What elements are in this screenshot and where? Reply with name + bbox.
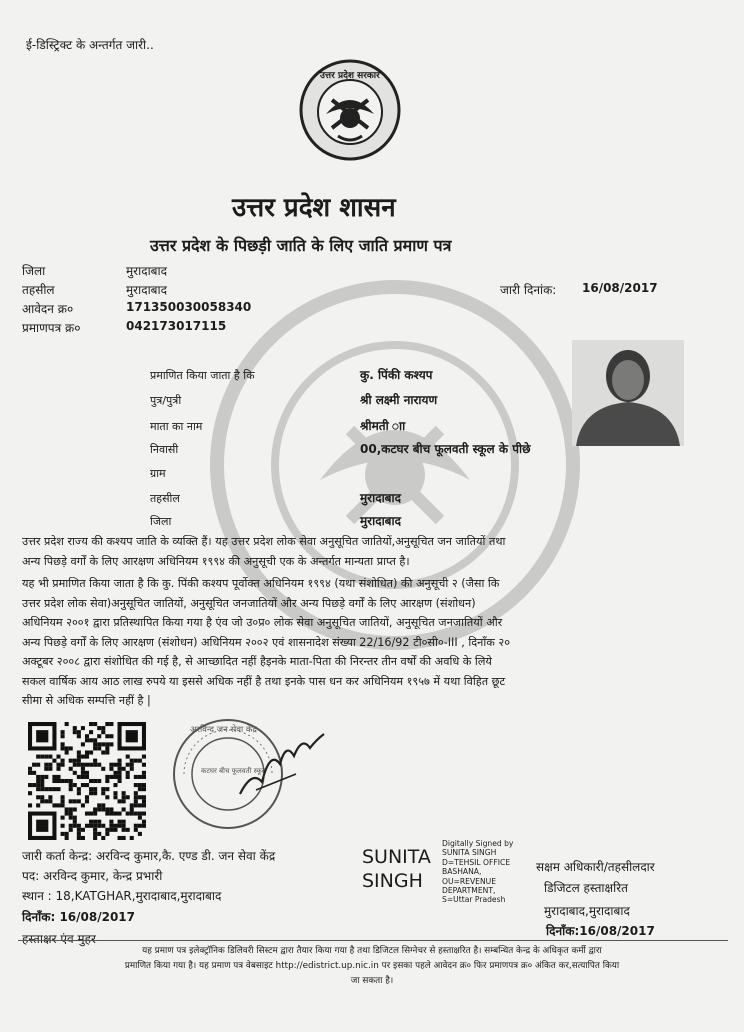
tehsil-value: मुरादाबाद xyxy=(126,283,168,297)
signer-name-line2: SINGH xyxy=(362,870,423,892)
verification-note-line: प्रमाणित किया गया है। यह प्रमाण पत्र वेबसाइट http://edistrict.up.nic.in पर इसका पहले आवेदन क्र० फिर प्रमाणपत्र क्र० अंकित कर,सत्यापित किया xyxy=(124,961,620,971)
application-label: आवेदन क्र० xyxy=(22,302,74,316)
exclusion-paragraph-line: अधिनियम २००१ द्वारा प्रतिस्थापित किया गया है एंव जो उ०प्र० लोक सेवा अनुसूचित जातियों, अनुसूचित जनजातियों और xyxy=(22,616,503,629)
mother-label: माता का नाम xyxy=(150,420,203,433)
issuer-place: स्थान : 18,KATGHAR,मुरादाबाद,मुरादाबाद xyxy=(22,889,222,903)
verification-note-line: जा सकता है। xyxy=(350,976,394,986)
caste-paragraph-line: अन्य पिछड़े वर्गों के लिए आरक्षण अधिनियम १९९४ की अनुसूची एक के अन्तर्गत मान्यता प्राप्त है। xyxy=(22,554,410,568)
issuer-center: जारी कर्ता केन्द्र: अरविन्द कुमार,कै. एण्ड डी. जन सेवा केंद्र xyxy=(22,849,276,863)
applicant-photo xyxy=(572,340,684,446)
issuer-designation: पद: अरविन्द कुमार, केन्द्र प्रभारी xyxy=(22,869,163,883)
certified-label: प्रमाणित किया जाता है कि xyxy=(150,369,255,382)
seal-ring-text: अरविन्द जन सेवा केंद्र xyxy=(190,725,257,735)
relation-label: पुत्र/पुत्री xyxy=(150,394,182,407)
district-label: जिला xyxy=(22,264,46,278)
tehsil-label: तहसील xyxy=(22,283,55,297)
details-tehsil-label: तहसील xyxy=(150,492,180,505)
certificate-label: प्रमाणपत्र क्र० xyxy=(22,321,81,335)
district-value: मुरादाबाद xyxy=(126,264,168,278)
digital-sign-line: OU=REVENUE xyxy=(442,876,497,886)
digital-sign-line: DEPARTMENT, xyxy=(442,886,496,896)
application-number: 171350030058340 xyxy=(126,300,252,314)
caste-paragraph xyxy=(22,532,722,571)
village-label: ग्राम xyxy=(150,467,166,480)
signer-name-line1: SUNITA xyxy=(362,846,431,868)
digital-sign-line: Digitally Signed by xyxy=(442,839,514,848)
issuer-date: दिनाँक: 16/08/2017 xyxy=(22,910,136,924)
details-district-label: जिला xyxy=(150,515,172,528)
certificate-number: 042173017115 xyxy=(126,319,227,333)
top-note: ई-डिस्ट्रिक्ट के अन्तर्गत जारी.. xyxy=(26,38,154,52)
digital-sign-line: D=TEHSIL OFFICE xyxy=(442,857,511,867)
qr-code xyxy=(28,722,146,840)
exclusion-paragraph-line: सकल वार्षिक आय आठ लाख रुपये या इससे अधिक नहीं है तथा इनके पास धन कर अधिनियम १९५७ में यथा विहित छूट xyxy=(22,674,506,688)
mother-name: श्रीमती ाा xyxy=(360,419,406,433)
emblem-text: उत्तर प्रदेश सरकार xyxy=(320,71,380,81)
exclusion-paragraph-line: उत्तर प्रदेश लोक सेवा)अनुसूचित जातियों, अनुसूचित जनजातियों और अन्य पिछड़े वर्गों के लिए आरक्षण (संशोधन) xyxy=(22,596,476,610)
resident-value: 00,कटघर बीच फूलवती स्कूल के पीछे xyxy=(360,442,531,456)
exclusion-paragraph-line: अन्य पिछड़े वर्गों के लिए आरक्षण (संशोधन) अधिनियम २००२ एवं शासनादेश संख्या 22/16/92 टी०सी०-III , दिनाँक २० xyxy=(22,635,511,649)
authority-title: सक्षम अधिकारी/तहसीलदार xyxy=(536,860,655,874)
seal-center-text: कटघर बीच फूलवती स्कूल xyxy=(201,767,267,775)
father-name: श्री लक्ष्मी नारायण xyxy=(360,393,438,407)
resident-label: निवासी xyxy=(150,443,179,456)
authority-place: मुरादाबाद,मुरादाबाद xyxy=(544,904,630,918)
issue-date: 16/08/2017 xyxy=(582,281,658,295)
footer-divider xyxy=(18,940,728,941)
applicant-name: कु. पिंकी कश्यप xyxy=(360,368,433,382)
issue-date-label: जारी दिनांक: xyxy=(500,283,557,297)
details-district-value: मुरादाबाद xyxy=(360,514,402,528)
details-tehsil-value: मुरादाबाद xyxy=(360,491,402,505)
digital-signature-details xyxy=(442,839,513,905)
digital-sign-line: SUNITA SINGH xyxy=(442,848,497,858)
exclusion-paragraph-line: अक्टूबर २००८ द्वारा संशोधित की गई है, से आच्छादित नहीं हैइनके माता-पिता की निरन्तर तीन वर्षों की अवधि के लिये xyxy=(22,655,492,668)
authority-date: दिनाँक:16/08/2017 xyxy=(546,924,655,938)
exclusion-paragraph xyxy=(22,574,722,711)
sign-label: हस्ताक्षर एंव मुहर xyxy=(22,932,96,946)
page-subtitle: उत्तर प्रदेश के पिछड़ी जाति के लिए जाति प्रमाण पत्र xyxy=(150,236,452,255)
verification-note-line: यह प्रमाण पत्र इलेक्ट्रॉनिक डिलिवरी सिस्टम द्वारा तैयार किया गया है तथा डिजिटल सिग्नेचर से हस्ताक्षरित है। सम्बन्धित केन्द्र के अधिकृत कर्मी द्वारा xyxy=(142,946,602,956)
caste-paragraph-line: उत्तर प्रदेश राज्य की कश्यप जाति के व्यक्ति हैं। यह उत्तर प्रदेश लोक सेवा अनुसूचित जातियों,अनुसूचित जन जातियों तथा xyxy=(22,535,506,548)
digital-signature-label: डिजिटल हस्ताक्षरित xyxy=(544,881,628,895)
exclusion-paragraph-line: यह भी प्रमाणित किया जाता है कि कु. पिंकी कश्यप पूर्वोक्त अधिनियम १९९४ (यथा संशोधित) की अनुसूची २ (जैसा कि xyxy=(22,577,500,590)
page-title: उत्तर प्रदेश शासन xyxy=(232,193,396,223)
exclusion-paragraph-line: सीमा से अधिक सम्पत्ति नहीं है | xyxy=(22,694,151,707)
digital-sign-line: BASHANA, xyxy=(442,867,482,877)
verification-note xyxy=(22,944,722,989)
digital-sign-line: S=Uttar Pradesh xyxy=(442,895,506,905)
handwritten-signature xyxy=(236,730,328,800)
